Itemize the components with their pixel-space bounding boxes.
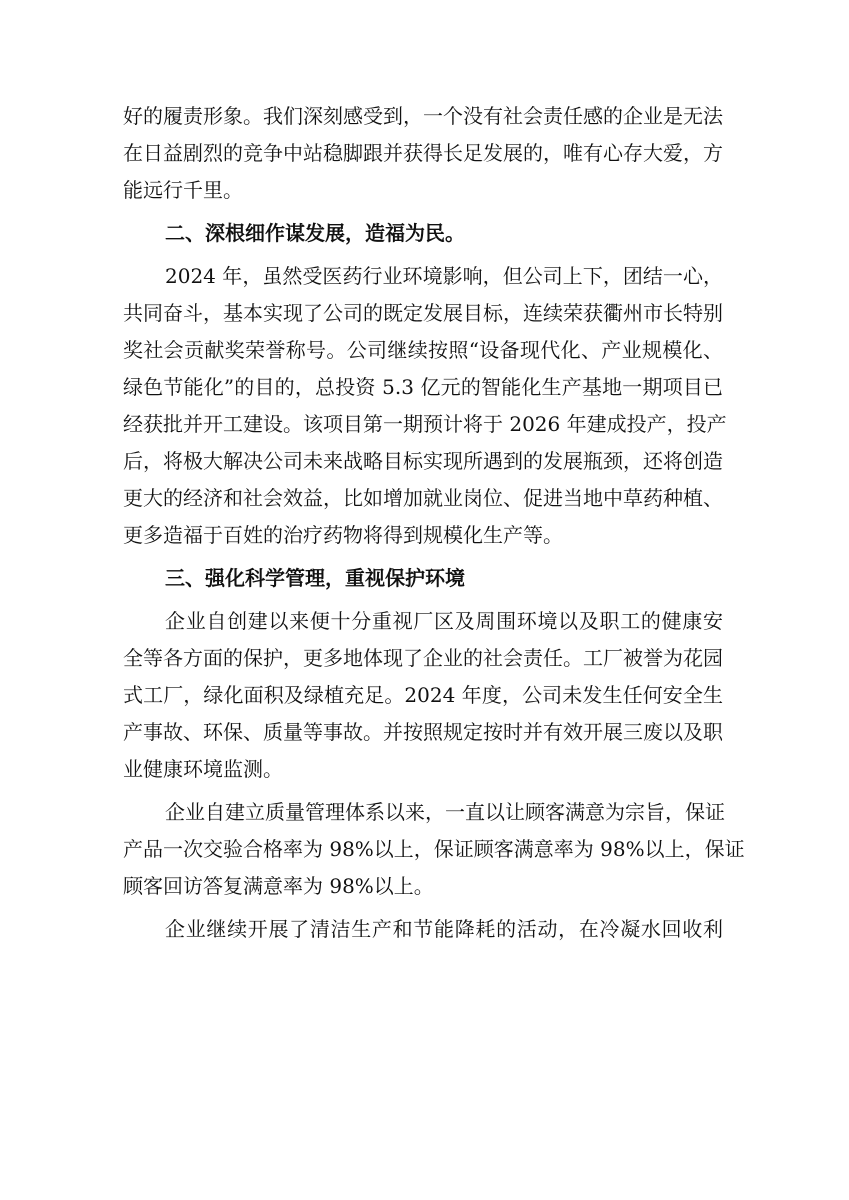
paragraph-line: 能远行千里。 <box>123 178 243 202</box>
paragraph-line: 企业继续开展了清洁生产和节能降耗的活动，在冷凝水回收利 <box>165 917 723 941</box>
section-3-paragraph-3 <box>123 911 723 948</box>
paragraph-line: 产事故、环保、质量等事故。并按照规定按时并有效开展三废以及职 <box>123 720 723 744</box>
paragraph-line: 企业自创建以来便十分重视厂区及周围环境以及职工的健康安 <box>165 609 723 633</box>
paragraph-line: 业健康环境监测。 <box>123 757 283 781</box>
document-body <box>123 98 745 948</box>
section-3 <box>123 560 745 948</box>
paragraph-line: 式工厂，绿化面积及绿植充足。2024 年度，公司未发生任何安全生 <box>123 683 723 707</box>
paragraph-line: 在日益剧烈的竞争中站稳脚跟并获得长足发展的，唯有心存大爱，方 <box>123 141 723 165</box>
paragraph-line: 顾客回访答复满意率为 98%以上。 <box>123 874 434 898</box>
section-heading: 三、强化科学管理，重视保护环境 <box>165 566 465 590</box>
section-3-paragraph-1 <box>123 603 723 788</box>
paragraph-line: 更大的经济和社会效益，比如增加就业岗位、促进当地中草药种植、 <box>123 486 723 510</box>
intro-paragraph <box>123 98 723 209</box>
section-2 <box>123 215 727 554</box>
paragraph-line: 更多造福于百姓的治疗药物将得到规模化生产等。 <box>123 523 563 547</box>
paragraph-line: 共同奋斗，基本实现了公司的既定发展目标，连续荣获衢州市长特别 <box>123 301 723 325</box>
paragraph-line: 全等各方面的保护，更多地体现了企业的社会责任。工厂被誉为花园 <box>123 646 723 670</box>
paragraph-line: 后，将极大解决公司未来战略目标实现所遇到的发展瓶颈，还将创造 <box>123 449 723 473</box>
paragraph-line: 产品一次交验合格率为 98%以上，保证顾客满意率为 98%以上，保证 <box>123 837 745 861</box>
section-heading: 二、深根细作谋发展，造福为民。 <box>165 221 465 245</box>
paragraph-line: 企业自建立质量管理体系以来，一直以让顾客满意为宗旨，保证 <box>165 800 725 824</box>
paragraph-line: 绿色节能化”的目的，总投资 5.3 亿元的智能化生产基地一期项目已 <box>123 375 723 399</box>
paragraph-line: 经获批并开工建设。该项目第一期预计将于 2026 年建成投产，投产 <box>123 412 727 436</box>
section-2-paragraph <box>123 258 727 554</box>
paragraph-line: 好的履责形象。我们深刻感受到，一个没有社会责任感的企业是无法 <box>123 104 723 128</box>
paragraph-line: 2024 年，虽然受医药行业环境影响，但公司上下，团结一心， <box>165 264 723 288</box>
section-3-paragraph-2 <box>123 794 745 905</box>
paragraph-line: 奖社会贡献奖荣誉称号。公司继续按照“设备现代化、产业规模化、 <box>123 338 723 362</box>
